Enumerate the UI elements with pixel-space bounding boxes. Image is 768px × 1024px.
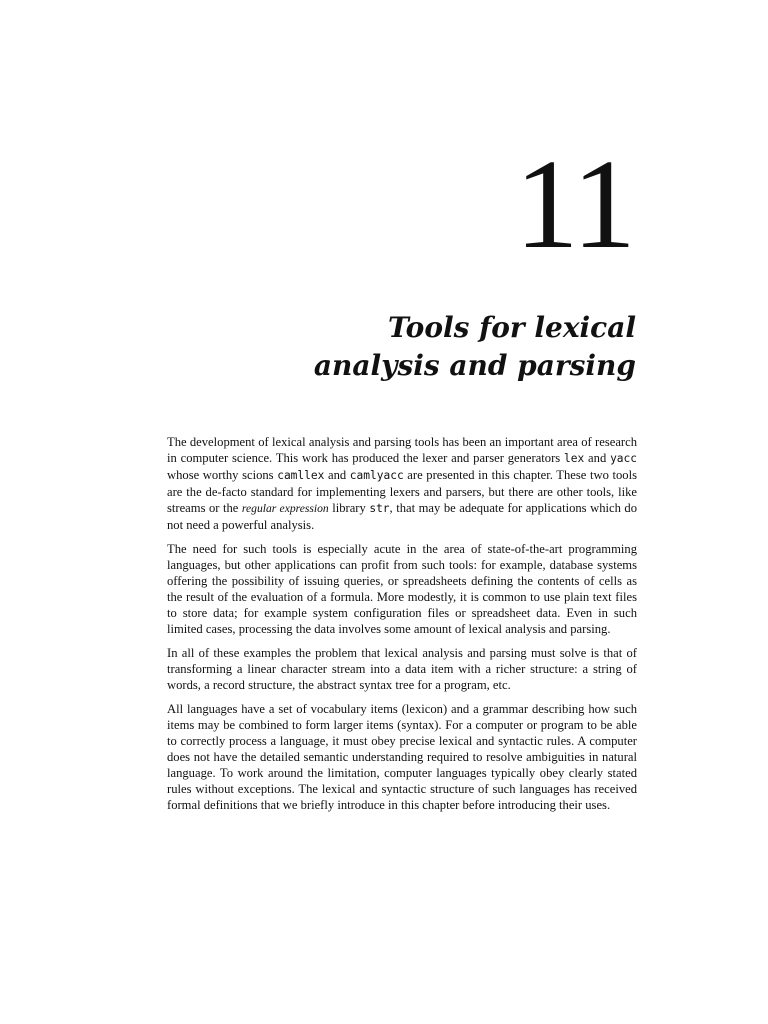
code-lex: lex (564, 452, 585, 465)
chapter-body (167, 434, 637, 821)
chapter-number: 11 (514, 133, 634, 275)
term-regular-expression: regular expression (241, 502, 329, 515)
code-camlyacc: camlyacc (349, 469, 404, 482)
paragraph-1-text-c: whose worthy scions (167, 468, 278, 482)
paragraph-1-text-b: and (584, 451, 611, 465)
chapter-title-line-2: analysis and parsing (313, 349, 636, 382)
paragraph-1-text-d: and (324, 468, 350, 482)
chapter-title (216, 309, 636, 385)
paragraph-1-text-f: library (328, 501, 370, 515)
paragraph-2: The need for such tools is especially acute in the area of state-of-the-art programming languages, but other applications can profit from such tools: for example, database systems offering the possibility of issuing queries, or spreadsheets defining the contents of cells as the result of the evaluation of a formula. More modestly, it is common to use plain text files to store data; for example system configuration files or spreadsheet data. Even in such limited cases, processing the data involves some amount of lexical analysis and parsing. (167, 542, 637, 636)
paragraph-1-text-g: , that may be adequate for applications which do not need a powerful analysis. (167, 501, 637, 532)
paragraph-1-text-a: The development of lexical analysis and parsing tools has been an important area of research in computer science. This work has produced the lexer and parser generators (167, 435, 637, 465)
paragraph-1 (167, 434, 637, 533)
code-yacc: yacc (610, 452, 638, 465)
code-camllex: camllex (277, 469, 325, 482)
paragraph-1-text-e: are presented in this chapter. These two tools are the de-facto standard for implementing lexers and parsers, but there are other tools, like streams or the (167, 468, 637, 515)
chapter-title-line-1: Tools for lexical (388, 311, 636, 344)
paragraph-3: In all of these examples the problem that lexical analysis and parsing must solve is that of transforming a linear character stream into a data item with a richer structure: a string of words, a record structure, the abstract syntax tree for a program, etc. (167, 646, 637, 692)
paragraph-4: All languages have a set of vocabulary items (lexicon) and a grammar describing how such items may be combined to form larger items (syntax). For a computer or program to be able to correctly process a language, it must obey precise lexical and syntactic rules. A computer does not have the detailed semantic understanding required to resolve ambiguities in natural language. To work around the limitation, computer languages typically obey clearly stated rules without exceptions. The lexical and syntactic structure of such languages has received formal definitions that we briefly introduce in this chapter before introducing their uses. (167, 702, 637, 812)
code-str: str (369, 502, 390, 515)
